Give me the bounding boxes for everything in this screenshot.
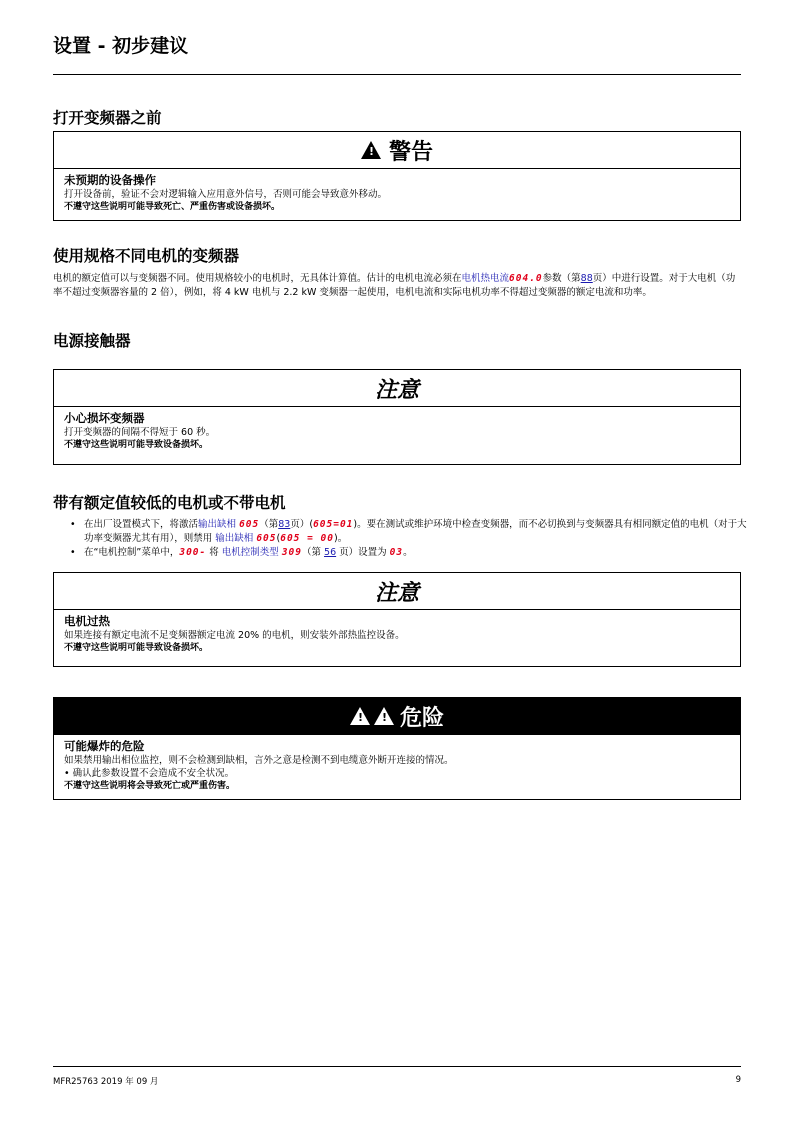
notice-consequence: 不遵守这些说明可能导致设备损坏。: [64, 643, 209, 653]
param-code: 605 = 00: [280, 533, 334, 544]
section-heading-before-power-on: 打开变频器之前: [53, 109, 162, 127]
notice-subtitle: 小心损坏变频器: [64, 411, 145, 425]
page-number: 9: [735, 1075, 741, 1085]
motor-paragraph: [53, 272, 743, 300]
danger-bullet: [64, 767, 730, 780]
notice-label: 注意: [374, 580, 419, 606]
param-code: 605=01: [313, 519, 354, 530]
list-text: )。要在测试或维护环境中检查变频器，而不必切换到与变频器具有相同额定值的电机（对于大功率变频器尤其有用），则禁用: [84, 519, 747, 544]
page-title: 设置 - 初步建议: [53, 35, 189, 57]
danger-subtitle: 可能爆炸的危险: [64, 739, 145, 753]
section-heading-different-motor: 使用规格不同电机的变频器: [53, 247, 240, 265]
list-text: （第: [302, 547, 325, 558]
danger-consequence: 不遵守这些说明将会导致死亡或严重伤害。: [64, 781, 236, 791]
danger-box-header: [54, 698, 740, 735]
list-text: （第: [259, 519, 279, 530]
explosion-triangle-icon: !: [374, 707, 394, 725]
notice-box-overheat: [53, 572, 741, 667]
bullet-dot: •: [70, 547, 76, 558]
list-text: 页）设置为: [336, 547, 390, 558]
list-item: [70, 518, 750, 546]
warning-triangle-icon: !: [361, 141, 381, 159]
warning-box: [53, 131, 741, 221]
danger-bullet-text: 确认此参数设置不会造成不安全状况。: [72, 768, 235, 779]
list-text: 在出厂设置模式下，将激活: [84, 519, 199, 530]
motor-thermal-current-link[interactable]: 电机热电流: [461, 273, 510, 284]
danger-text: 如果禁用输出相位监控，则不会检测到缺相，言外之意是检测不到电缆意外断开连接的情况。: [64, 755, 454, 766]
para-text: 页）中进行设置。对于大电机（功率不超过变频器容量的 2 倍），例如，将 4 kW 电机与 2.2 kW 变频器一起使用，电机电流和实际电机功率不得超过变频器的额定电流和功率。: [53, 273, 736, 298]
notice-subtitle: 电机过热: [64, 614, 110, 628]
para-text: 电机的额定值可以与变频器不同。使用规格较小的电机时，无具体计算值。估计的电机电流必须在: [53, 273, 462, 284]
list-item: [70, 546, 750, 560]
bullet-dot: •: [64, 768, 73, 779]
warning-subtitle: 未预期的设备操作: [64, 173, 156, 187]
notice-box-header: [54, 573, 740, 610]
list-text: 将: [206, 547, 222, 558]
page-ref-link[interactable]: 88: [580, 273, 593, 284]
param-code: 309: [281, 547, 302, 558]
warning-consequence: 不遵守这些说明可能导致死亡、严重伤害或设备损坏。: [64, 202, 281, 212]
notice-box-contactor: [53, 369, 741, 465]
bullet-dot: •: [70, 519, 76, 530]
danger-box: [53, 697, 741, 800]
para-text: 参数（第: [542, 273, 581, 284]
footer-divider: [53, 1066, 741, 1067]
list-text: 。: [403, 547, 413, 558]
warning-triangle-icon: !: [350, 707, 370, 725]
warning-text: 打开设备前，验证不会对逻辑输入应用意外信号，否则可能会导致意外移动。: [64, 189, 388, 200]
output-phase-loss-link[interactable]: 输出缺相: [215, 533, 254, 544]
warning-box-header: [54, 132, 740, 169]
list-text: )。: [333, 533, 348, 544]
notice-box-header: [54, 370, 740, 407]
list-text: (: [276, 533, 281, 544]
page-ref-link[interactable]: 56: [324, 547, 337, 558]
section-heading-line-contactor: 电源接触器: [53, 332, 131, 350]
param-code: 300-: [179, 547, 207, 558]
warning-label: 警告: [388, 139, 433, 165]
page-ref-link[interactable]: 83: [278, 519, 291, 530]
danger-label: 危险: [399, 705, 444, 731]
param-code: 605: [256, 533, 277, 544]
notice-text: 如果连接有额定电流不足变频器额定电流 20% 的电机，则安装外部热监控设备。: [64, 630, 405, 641]
param-code: 604.0: [509, 273, 543, 284]
notice-text: 打开变频器的间隔不得短于 60 秒。: [64, 427, 216, 438]
section-heading-low-rated-motor: 带有额定值较低的电机或不带电机: [53, 494, 286, 512]
output-phase-loss-link[interactable]: 输出缺相: [198, 519, 237, 530]
title-divider: [53, 74, 741, 75]
footer-doc-info: MFR25763 2019 年 09 月: [53, 1077, 159, 1087]
list-text: 在“电机控制”菜单中，: [84, 547, 180, 558]
notice-consequence: 不遵守这些说明可能导致设备损坏。: [64, 440, 209, 450]
param-code: 605: [239, 519, 260, 530]
param-code: 03: [389, 547, 404, 558]
notice-label: 注意: [374, 377, 419, 403]
motor-control-type-link[interactable]: 电机控制类型: [221, 547, 279, 558]
list-text: 页）(: [290, 519, 314, 530]
bullet-list: [70, 518, 750, 560]
